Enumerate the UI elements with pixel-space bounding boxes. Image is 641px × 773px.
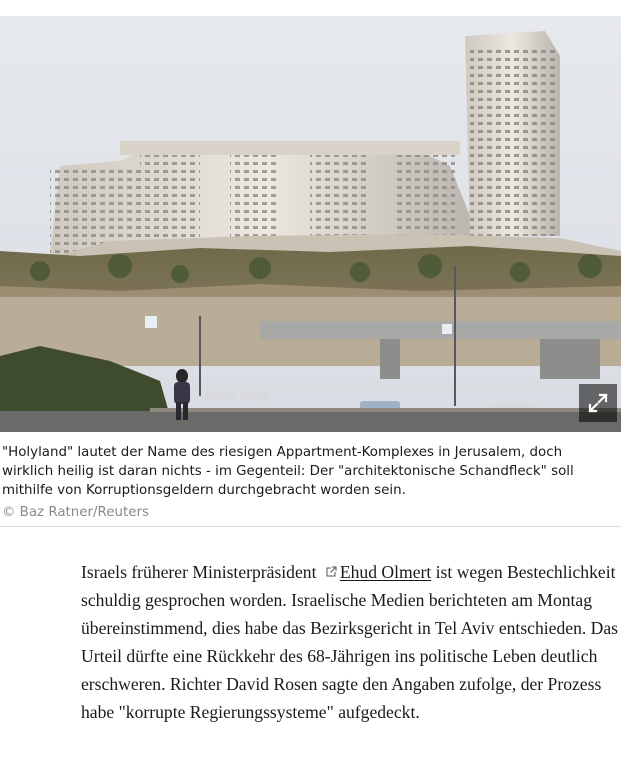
expand-icon — [586, 391, 610, 415]
article-text-before-link: Israels früherer Ministerpräsident — [81, 562, 317, 582]
image-caption: "Holyland" lautet der Name des riesigen Appartment-Komplexes in Jerusalem, doch wirklich heilig ist daran nichts - im Gegenteil: Der "architektonische Schandfleck" soll mithilfe von Korruptionsgeldern durchgebracht worden sein. — [2, 445, 574, 498]
expand-image-button[interactable] — [579, 384, 617, 422]
article-text-after-link: ist wegen Bestechlichkeit schuldig gesprochen worden. Israelische Medien berichteten am Montag übereinstimmend, dies habe das Bezirksgericht in Tel Aviv entschieden. Das Urteil dürfte eine Rückkehr des 68-Jährigen ins politische Leben deutlich erschweren. Richter David Rosen sagte den Angaben zufolge, der Prozess habe "korrupte Regierungssysteme" aufgedeckt. — [81, 562, 619, 722]
ehud-olmert-link[interactable]: Ehud Olmert — [339, 562, 432, 582]
article-body — [81, 558, 629, 726]
photo-holyland-complex — [0, 16, 621, 432]
external-link-icon — [325, 566, 337, 578]
image-credit: © Baz Ratner/Reuters — [2, 505, 149, 520]
article-photo[interactable] — [0, 16, 621, 432]
caption-divider — [0, 526, 621, 527]
